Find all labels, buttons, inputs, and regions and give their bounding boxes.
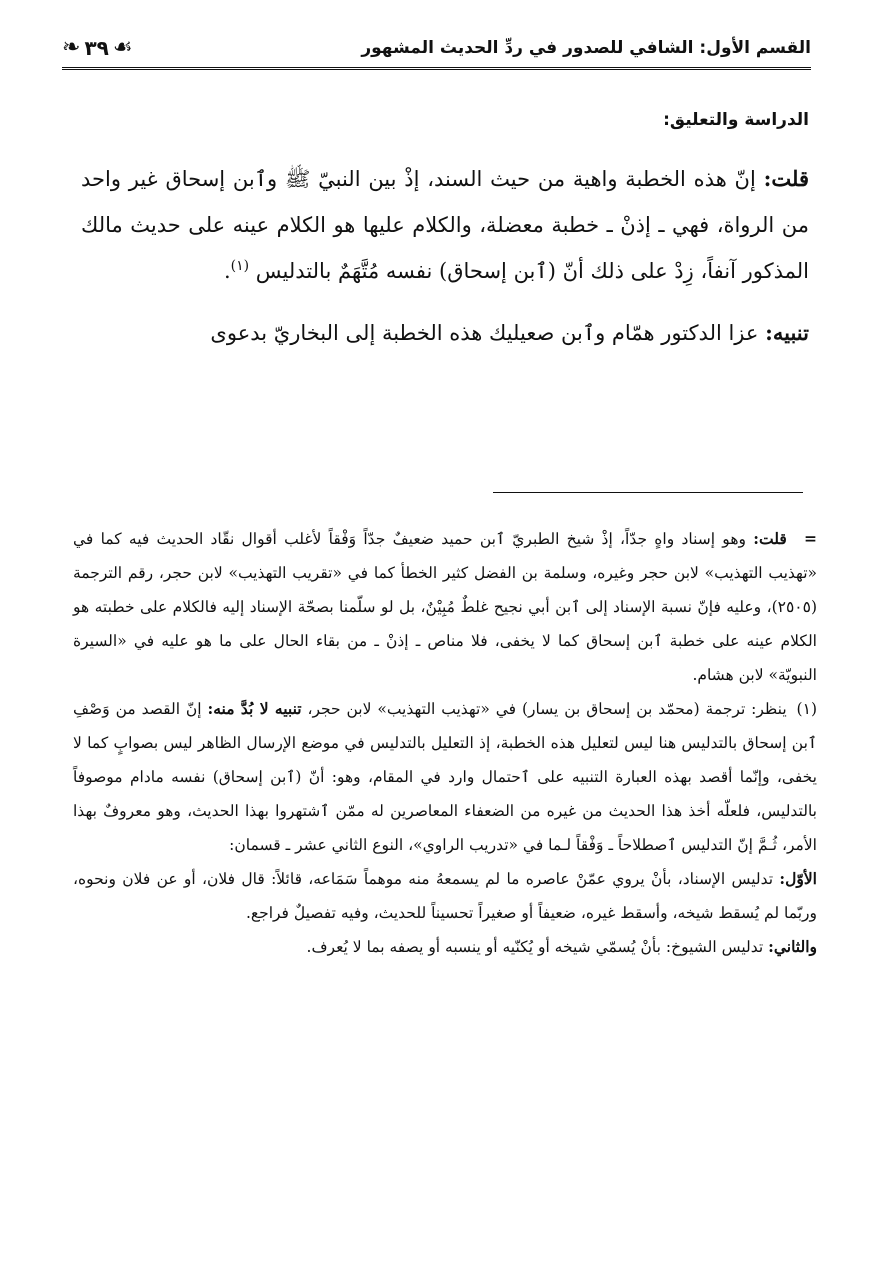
continuation-marker: = (804, 529, 817, 548)
paragraph-text: عزا الدكتور همّام وٱبن صعيليك هذه الخطبة إلى البخاريّ بدعوى (210, 321, 759, 345)
footnote-separator (493, 492, 803, 493)
running-title: القسم الأول: الشافي للصدور في ردِّ الحديث المشهور (361, 38, 811, 58)
main-paragraph (81, 310, 809, 356)
footnote-lead: قلت: (753, 529, 787, 548)
footnote-text: تدليس الشيوخ: بأنْ يُسمّي شيخه أو يُكنّيه أو ينسبه أو يصفه بما لا يُعرف. (306, 938, 764, 956)
footnote-lead: الأوّل: (779, 869, 817, 888)
footnote-number: (١) (796, 700, 817, 718)
ornament-swirl-icon: ☙ (112, 35, 133, 60)
page-number: ٣٩ (84, 36, 109, 60)
paragraph-lead: تنبيه: (765, 320, 809, 345)
main-text (81, 156, 809, 356)
footnotes (73, 522, 817, 964)
footnote-continuation (73, 522, 817, 692)
footnote-text: ينظر: ترجمة (محمّد بن إسحاق بن يسار) في «تهذيب التهذيب» لابن حجر، (307, 700, 787, 718)
header-rule (62, 67, 811, 70)
footnote-text: إنّ القصد من وَصْفِ ٱبن إسحاق بالتدليس هنا ليس لتعليل هذه الخطبة، إذ التعليل بالتدليس في موضع الإرسال الظاهر ليس بصوابٍ كما لا يخفى، وإنّما أقصد بهذه العبارة التنبيه على ٱحتمال وارد في المقام، وهو: أنّ (ٱبن إسحاق) نفسه مادام موصوفاً بالتدليس، فلعلّه أخذ هذا الحديث من غيره من الضعفاء المعاصرين له ممّن ٱشتهروا بهذا الحديث، وهو معروفٌ بهذا الأمر، ثُـمَّ إنّ التدليس ٱصطلاحاً ـ وَفْقاً لـما في «تدريب الراوي»، النوع الثاني عشر ـ قسمان: (73, 700, 817, 854)
paragraph-end: . (223, 259, 231, 283)
paragraph-lead: قلت: (763, 166, 809, 191)
footnote-reference[interactable]: (١) (230, 258, 250, 274)
section-heading: الدراسة والتعليق: (663, 110, 809, 130)
footnote-lead: والثاني: (768, 937, 817, 956)
footnote-item-first (73, 862, 817, 930)
footnote-item-second (73, 930, 817, 964)
footnote-text: تدليس الإسناد، بأنْ يروي عمّنْ عاصره ما لم يسمعهُ منه موهماً سَمَاعه، قائلاً: قال فلان، أو عن فلان ونحوه، وربّما لم يُسقط شيخه، وأسقط غيره، ضعيفاً أو صغيراً تحسيناً للحديث، وفيه تفصيلٌ فراجع. (73, 870, 817, 922)
page-number-ornament (62, 30, 133, 66)
footnote-1 (73, 692, 817, 862)
footnote-text: وهو إسناد واهٍ جدّاً، إذْ شيخ الطبريّ ٱبن حميد ضعيفٌ جدّاً وَفْقاً لأغلب أقوال نقّاد الحديث فيه كما في «تهذيب التهذيب» لابن حجر وغيره، وسلمة بن الفضل كثير الخطأ كما في «تقريب التهذيب» لابن حجر، رقم الترجمة (٢٥٠٥)، وعليه فإنّ نسبة الإسناد إلى ٱبن أبي نجيح غلطٌ مُبِيْنٌ، بل لو سلّمنا بصحّة الإسناد إليه فالكلام على خطبته هو الكلام عينه على خطبة ٱبن إسحاق كما لا يخفى، فلا مناص ـ إذنْ ـ من بقاء الحال على ما هو عليه في «السيرة النبويّة» لابن هشام. (73, 530, 817, 684)
paragraph-text: إنّ هذه الخطبة واهية من حيث السند، إذْ بين النبيّ ﷺ وٱبن إسحاق غير واحد من الرواة، فهي ـ إذنْ ـ خطبة معضلة، والكلام عليها هو الكلام عينه على حديث مالك المذكور آنفاً، زِدْ على ذلك أنّ (ٱبن إسحاق) نفسه مُتَّهَمٌ بالتدليس (81, 167, 809, 283)
running-header (62, 30, 811, 70)
main-paragraph (81, 156, 809, 294)
footnote-emphasis: تنبيه لا بُدَّ منه: (207, 699, 302, 718)
ornament-swirl-icon: ❧ (62, 35, 81, 60)
